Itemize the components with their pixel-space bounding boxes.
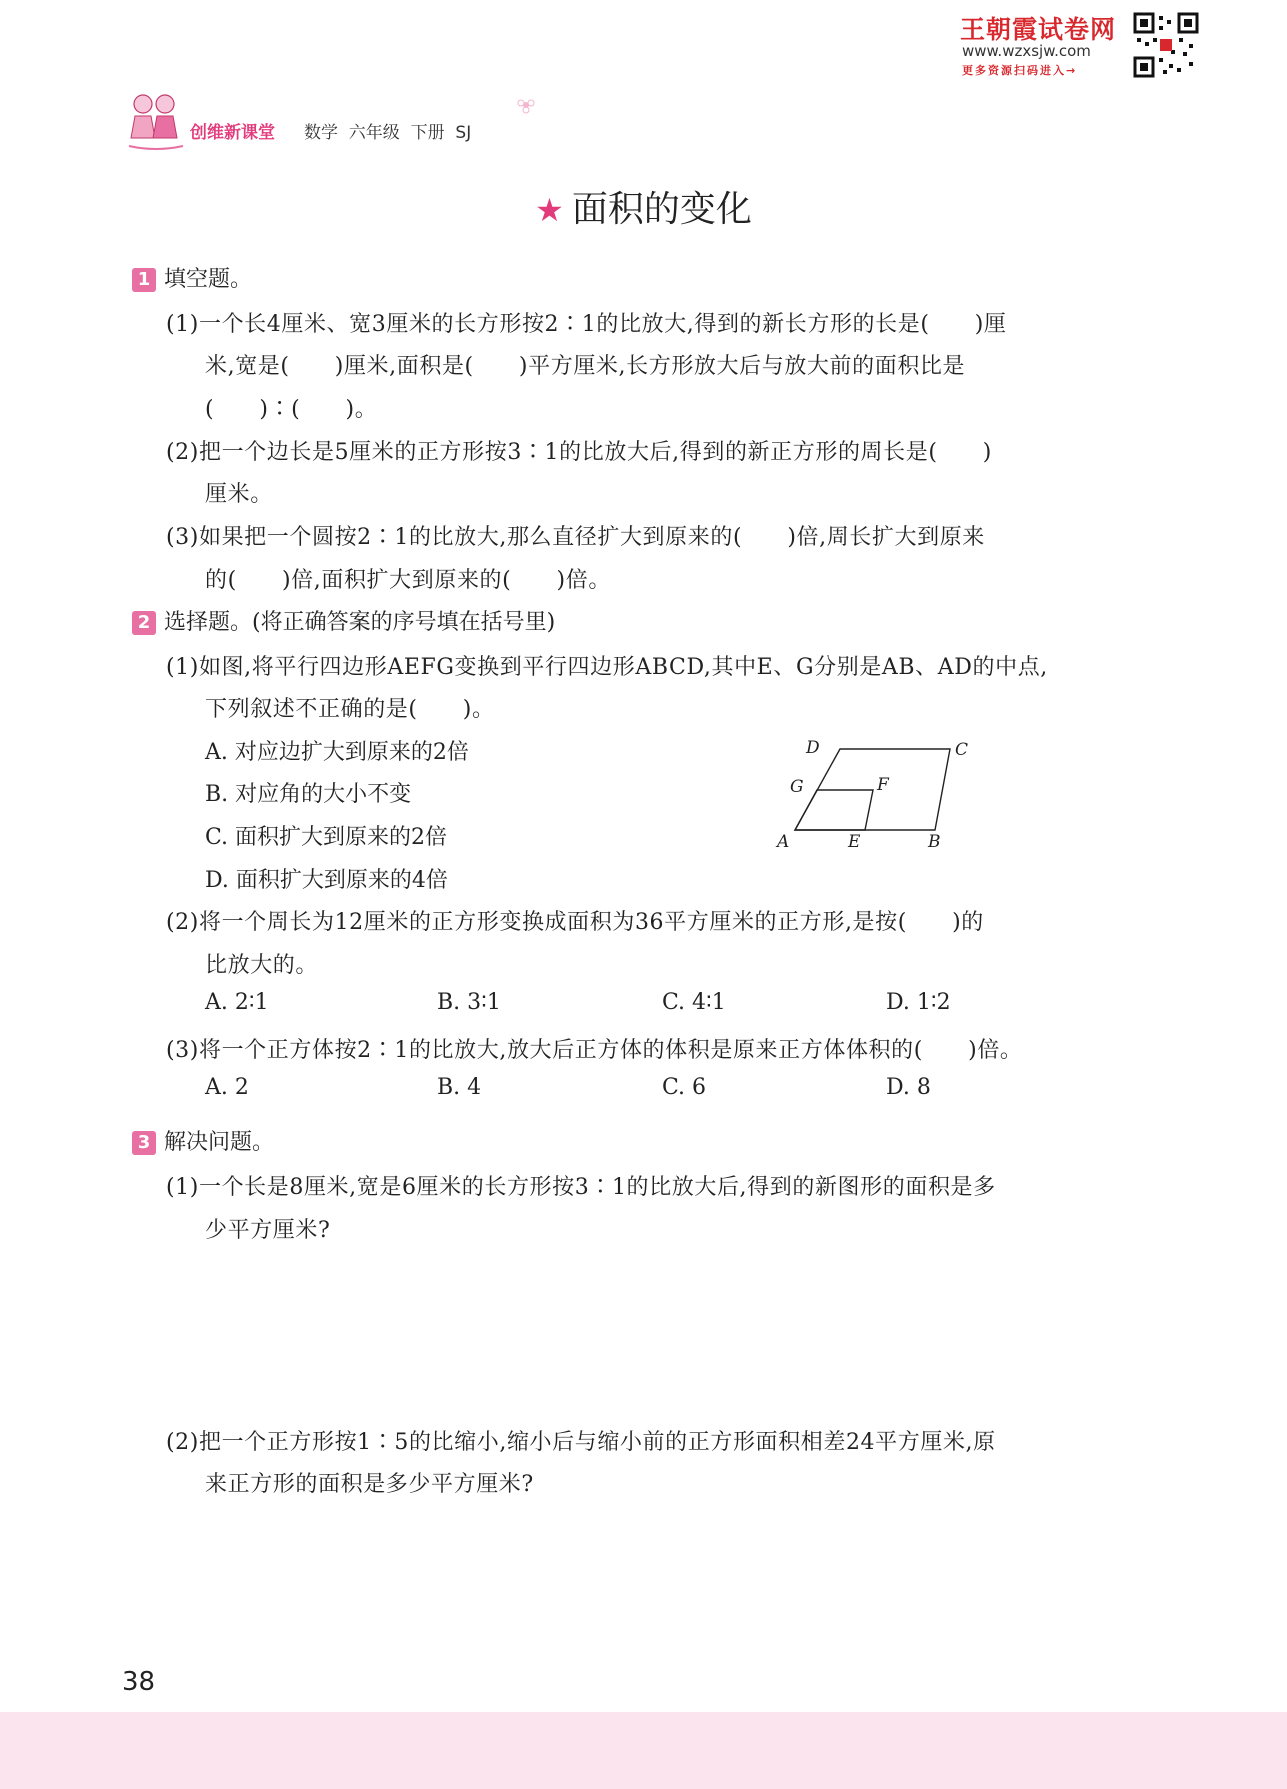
option-d: D. 8 [886, 1075, 931, 1100]
option-b: B. 4 [437, 1075, 482, 1100]
page-number: 38 [122, 1667, 156, 1697]
question-line: 比放大的。 [205, 953, 319, 978]
header-brand: 创维新课堂 [190, 123, 275, 143]
bottom-band [0, 1712, 1287, 1789]
question-line: 下列叙述不正确的是( )。 [205, 697, 495, 722]
option-c: C. 面积扩大到原来的2倍 [205, 825, 448, 850]
question-line: 厘米。 [205, 482, 273, 507]
question-line: (1)一个长是8厘米,宽是6厘米的长方形按3∶1的比放大后,得到的新图形的面积是多 [166, 1175, 996, 1200]
option-c: C. 4∶1 [662, 990, 726, 1015]
header-kids-icon [125, 90, 187, 152]
question-line: (2)把一个边长是5厘米的正方形按3∶1的比放大后,得到的新正方形的周长是( ) [166, 440, 992, 465]
section-2-heading [132, 605, 555, 636]
label-c: C [955, 740, 969, 760]
question-line: ( )∶( )。 [205, 397, 378, 422]
option-b: B. 3∶1 [437, 990, 501, 1015]
option-b: B. 对应角的大小不变 [205, 782, 412, 807]
section-1-heading [132, 262, 252, 293]
label-d: D [806, 738, 820, 758]
option-a: A. 2 [205, 1075, 249, 1100]
label-e: E [848, 832, 861, 852]
parallelogram-figure [770, 735, 980, 855]
section-badge: 3 [132, 1131, 156, 1155]
page-title-text: 面积的变化 [571, 189, 752, 230]
watermark-more: 更多资源扫码进入→ [962, 64, 1078, 77]
watermark-title: 王朝霞试卷网 [960, 15, 1117, 44]
label-a: A [777, 832, 790, 852]
question-line: (1)如图,将平行四边形AEFG变换到平行四边形ABCD,其中E、G分别是AB、AD的中点, [166, 655, 1048, 680]
flower-icon [515, 95, 537, 115]
option-c: C. 6 [662, 1075, 707, 1100]
section-3-heading [132, 1125, 274, 1156]
label-g: G [790, 777, 804, 797]
question-line: (2)将一个周长为12厘米的正方形变换成面积为36平方厘米的正方形,是按( )的 [166, 910, 984, 935]
question-line: (2)把一个正方形按1∶5的比缩小,缩小后与缩小前的正方形面积相差24平方厘米,原 [166, 1430, 996, 1455]
option-a: A. 2∶1 [205, 990, 269, 1015]
label-f: F [877, 775, 889, 795]
page-title [0, 181, 1287, 232]
option-a: A. 对应边扩大到原来的2倍 [205, 740, 469, 765]
star-icon: ★ [535, 191, 564, 229]
question-line: 米,宽是( )厘米,面积是( )平方厘米,长方形放大后与放大前的面积比是 [205, 354, 966, 379]
question-line: 少平方厘米? [205, 1218, 331, 1243]
section-badge: 1 [132, 268, 156, 292]
section-title: 填空题。 [164, 267, 253, 292]
header-subtitle: 数学 六年级 下册 SJ [304, 123, 472, 143]
qr-code-icon[interactable] [1133, 12, 1199, 78]
question-line: (1)一个长4厘米、宽3厘米的长方形按2∶1的比放大,得到的新长方形的长是( )厘 [166, 312, 1007, 337]
label-b: B [928, 832, 941, 852]
section-title: 选择题。(将正确答案的序号填在括号里) [164, 610, 556, 635]
question-line: 的( )倍,面积扩大到原来的( )倍。 [205, 568, 611, 593]
section-title: 解决问题。 [164, 1130, 275, 1155]
question-line: (3)如果把一个圆按2∶1的比放大,那么直径扩大到原来的( )倍,周长扩大到原来 [166, 525, 985, 550]
option-d: D. 面积扩大到原来的4倍 [205, 868, 448, 893]
option-d: D. 1∶2 [886, 990, 951, 1015]
question-line: (3)将一个正方体按2∶1的比放大,放大后正方体的体积是原来正方体体积的( )倍。 [166, 1038, 1023, 1063]
question-line: 来正方形的面积是多少平方厘米? [205, 1472, 534, 1497]
watermark-url: www.wzxsjw.com [962, 42, 1091, 60]
section-badge: 2 [132, 611, 156, 635]
